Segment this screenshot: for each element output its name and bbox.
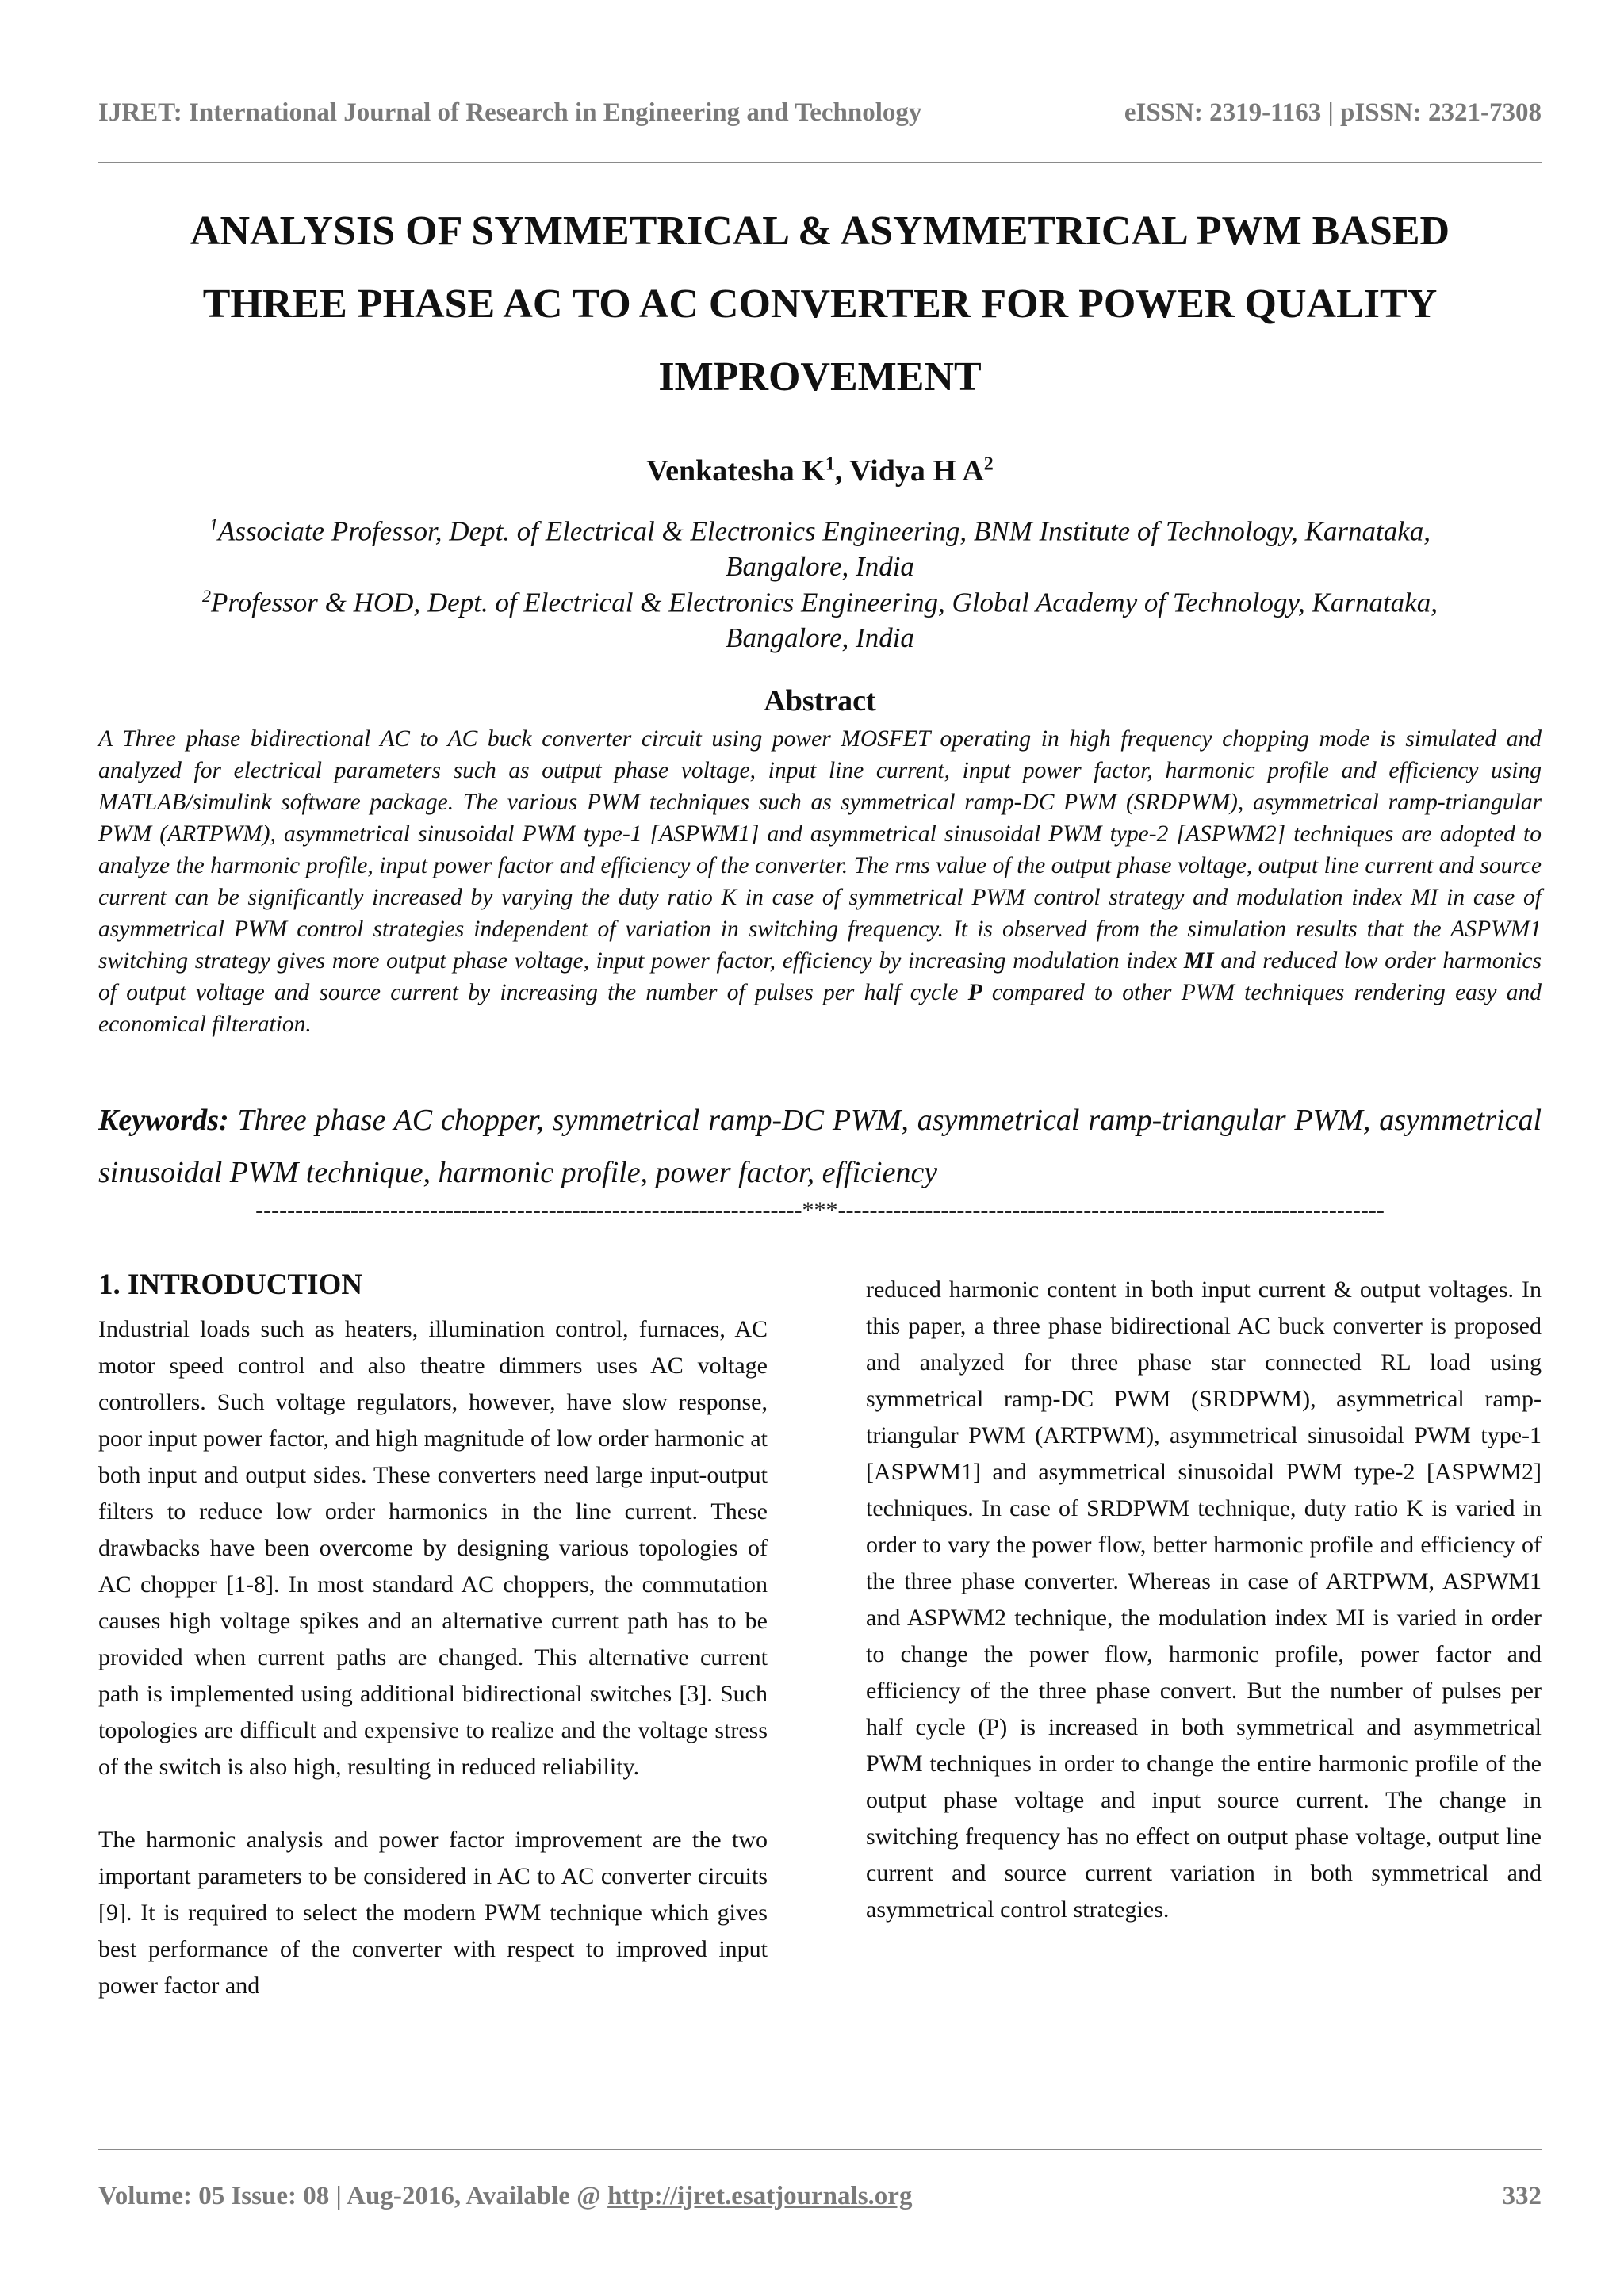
author-affiliation-mark: 2 [983,453,994,475]
author-name: Venkatesha K [646,454,825,488]
issn: eISSN: 2319-1163 | pISSN: 2321-7308 [1124,98,1542,127]
author-affiliation-mark: 1 [825,453,835,475]
journal-link[interactable]: http://ijret.esatjournals.org [607,2182,913,2210]
volume-info: Volume: 05 Issue: 08 | Aug-2016, Available @ [98,2182,608,2210]
section-heading: 1. INTRODUCTION [98,1269,363,1301]
keywords [98,1094,1542,1199]
right-column [866,1272,1542,1928]
abstract-heading: Abstract [764,684,876,718]
paper-title [98,195,1542,414]
abstract-emphasis: MI [1183,948,1214,974]
title-line: IMPROVEMENT [658,354,982,400]
abstract-text: A Three phase bidirectional AC to AC buck converter circuit using power MOSFET operating in high frequency chopping mode is simulated and analyzed for electrical parameters such as output phase voltage, input line current, input power factor, harmonic profile and efficiency using MATLAB/simulink software package. The various PWM techniques such as symmetrical ramp-DC PWM (SRDPWM), asymmetrical ramp-triangular PWM (ARTPWM), asymmetrical sinusoidal PWM type-1 [ASPWM1] and asymmetrical sinusoidal PWM type-2 [ASPWM2] techniques are adopted to analyze the harmonic profile, input power factor and efficiency of the converter. The rms value of the output phase voltage, output line current and source current can be significantly increased by varying the duty ratio K in case of symmetrical PWM control strategy and modulation index MI in case of asymmetrical PWM control strategies independent of variation in switching frequency. It is observed from the simulation results that the ASPWM1 switching strategy gives more output phase voltage, input power factor, efficiency by increasing modulation index [98,726,1542,974]
left-column [98,1265,768,2004]
page-number: 332 [1502,2182,1542,2210]
authors [98,453,1542,488]
affiliation-mark: 1 [209,515,218,534]
affiliation-text: Professor & HOD, Dept. of Electrical & Electronics Engineering, Global Academy of Technology, Karnataka, [211,587,1438,618]
keywords-text: Three phase AC chopper, symmetrical ramp-DC PWM, asymmetrical ramp-triangular PWM, asymmetrical sinusoidal PWM technique, harmonic profile, power factor, efficiency [98,1104,1542,1189]
abstract-text: and reduced low order harmonics of output voltage and source current by increasing the number of pulses per half cycle [98,948,1542,1005]
affiliation [98,507,1542,584]
affiliation-text: Bangalore, India [726,550,914,582]
author-separator: , [834,454,850,488]
paragraph: reduced harmonic content in both input current & output voltages. In this paper, a three phase bidirectional AC buck converter is proposed and analyzed for three phase star connected RL load using symmetrical ramp-DC PWM (SRDPWM), asymmetrical ramp-triangular PWM (ARTPWM), asymmetrical sinusoidal PWM type-1 [ASPWM1] and asymmetrical sinusoidal PWM type-2 [ASPWM2] techniques. In case of SRDPWM technique, duty ratio K is varied in order to vary the power flow, better harmonic profile and efficiency of the three phase converter. Whereas in case of ARTPWM, ASPWM1 and ASPWM2 technique, the modulation index MI is varied in order to change the power flow, harmonic profile, power factor and efficiency of the three phase convert. But the number of pulses per half cycle (P) is increased in both symmetrical and asymmetrical PWM techniques in order to change the entire harmonic profile of the output phase voltage and input source current. The change in switching frequency has no effect on output phase voltage, output line current and source current variation in both symmetrical and asymmetrical control strategies. [866,1276,1542,1923]
affiliation-mark: 2 [202,586,212,606]
abstract-body [98,723,1542,1040]
title-line: THREE PHASE AC TO AC CONVERTER FOR POWER QUALITY [202,281,1438,327]
abstract-emphasis: P [967,980,982,1005]
paragraph: Industrial loads such as heaters, illumination control, furnaces, AC motor speed control and also theatre dimmers uses AC voltage controllers. Such voltage regulators, however, have slow response, poor input power factor, and high magnitude of low order harmonic at both input and output sides. These converters need large input-output filters to reduce low order harmonics in the line current. These drawbacks have been overcome by designing various topologies of AC chopper [1-8]. In most standard AC choppers, the commutation causes high voltage spikes and an alternative current path has to be provided when current paths are changed. This alternative current path is implemented using additional bidirectional switches [3]. Such topologies are difficult and expensive to realize and the voltage stress of the switch is also high, resulting in reduced reliability. [98,1316,768,1780]
footer-rule [98,2149,1542,2150]
affiliation [98,579,1542,656]
section-separator: ---------------------------------------------------------------------***--------------------------------------------------------------------- [255,1199,1385,1223]
running-header [98,98,1542,128]
journal-name: IJRET: International Journal of Research in Engineering and Technology [98,98,922,127]
running-footer [98,2182,1542,2211]
author-name: Vidya H A [849,454,984,488]
affiliation-text: Associate Professor, Dept. of Electrical & Electronics Engineering, BNM Institute of Technology, Karnataka, [217,515,1431,547]
header-rule [98,162,1542,163]
title-line: ANALYSIS OF SYMMETRICAL & ASYMMETRICAL PWM BASED [190,209,1450,254]
keywords-label: Keywords: [98,1104,229,1137]
affiliation-text: Bangalore, India [726,622,914,653]
abstract-text: compared to other PWM techniques rendering easy and economical filteration. [98,980,1542,1037]
paragraph: The harmonic analysis and power factor improvement are the two important parameters to be considered in AC to AC converter circuits [9]. It is required to select the modern PWM technique which gives best performance of the converter with respect to improved input power factor and [98,1827,768,1999]
